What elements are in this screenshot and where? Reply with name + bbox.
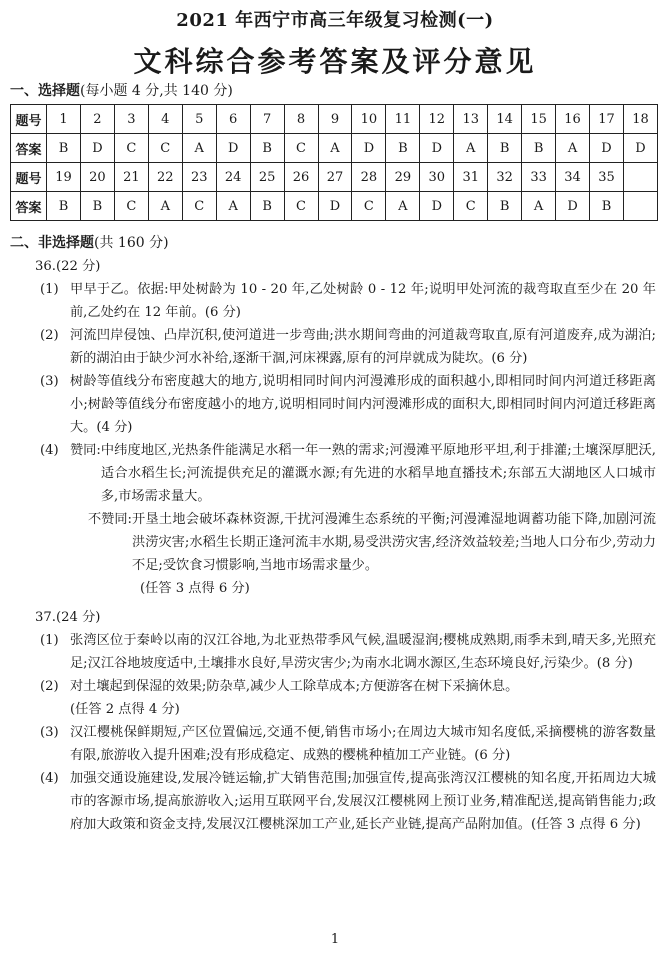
answer-cell: C xyxy=(148,134,182,163)
answer-cell: C xyxy=(182,192,216,221)
answer-cell: D xyxy=(352,134,386,163)
answer-cell: D xyxy=(80,134,114,163)
question-number-cell xyxy=(623,163,657,192)
answer-cell: B xyxy=(47,192,81,221)
section-choice-note: (每小题 4 分,共 140 分) xyxy=(80,83,233,99)
question-number-cell: 16 xyxy=(556,105,590,134)
answer-cell: B xyxy=(80,192,114,221)
answer-cell: C xyxy=(284,192,318,221)
q36-item-4: (4) 赞同: 中纬度地区,光热条件能满足水稻一年一熟的需求;河漫滩平原地形平坦,利于排灌;土壤深厚肥沃,适合水稻生长;河流提供充足的灌溉水源;有先进的水稻旱地直播技术;东部五大湖地区人口城市多,市场需求量大。 xyxy=(40,439,656,508)
question-number-cell: 32 xyxy=(488,163,522,192)
question-number-cell: 13 xyxy=(454,105,488,134)
answer-cell: B xyxy=(488,192,522,221)
section-choice-heading xyxy=(10,80,233,100)
table-row-answers-1 xyxy=(11,134,658,163)
answer-cell: D xyxy=(556,192,590,221)
question-number-cell: 23 xyxy=(182,163,216,192)
answer-content xyxy=(0,255,670,836)
answer-cell: B xyxy=(488,134,522,163)
question-number-cell: 5 xyxy=(182,105,216,134)
answer-cell: B xyxy=(47,134,81,163)
question-number-cell: 2 xyxy=(80,105,114,134)
answer-cell: C xyxy=(114,134,148,163)
q36-disagree: 不赞同: 开垦土地会破坏森林资源,干扰河漫滩生态系统的平衡;河漫滩湿地调蓄功能下降,加剧河流洪涝灾害;水稻生长期正逢河流丰水期,易受洪涝灾害,经济效益较差;当地人口分布少,劳动力不足;受饮食习惯影响,当地市场需求量少。 xyxy=(88,512,656,573)
question-number-cell: 17 xyxy=(590,105,624,134)
question-number-cell: 35 xyxy=(590,163,624,192)
answer-cell: D xyxy=(420,134,454,163)
question-number-cell: 34 xyxy=(556,163,590,192)
answer-cell: B xyxy=(250,134,284,163)
exam-title: 2021 年西宁市高三年级复习检测(一) xyxy=(176,10,494,31)
answer-cell xyxy=(623,192,657,221)
question-number-cell: 9 xyxy=(318,105,352,134)
q36-item-3: (3) 树龄等值线分布密度越大的地方,说明相同时间内河漫滩形成的面积越小,即相同时间内河道迁移距离小;树龄等值线分布密度越小的地方,说明相同时间内河漫滩形成的面积大,即相同时间内河道迁移距离大。(4 分) xyxy=(40,374,656,435)
q37-item-3: (3) 汉江樱桃保鲜期短,产区位置偏远,交通不便,销售市场小;在周边大城市知名度低,采摘樱桃的游客数量有限,旅游收入提升困难;没有形成稳定、成熟的樱桃种植加工产业链。(6 分) xyxy=(40,725,656,763)
answer-table xyxy=(10,104,658,221)
answer-cell: B xyxy=(250,192,284,221)
answer-cell: A xyxy=(148,192,182,221)
question-number-cell: 29 xyxy=(386,163,420,192)
question-number-cell: 33 xyxy=(522,163,556,192)
question-number-cell: 12 xyxy=(420,105,454,134)
q37-item-2: (2) 对土壤起到保湿的效果;防杂草,减少人工除草成本;方便游客在树下采摘休息。 xyxy=(40,679,519,694)
answer-cell: B xyxy=(386,134,420,163)
table-row-numbers-1 xyxy=(11,105,658,134)
section-nonchoice-title: 二、非选择题 xyxy=(10,235,94,251)
q36-item-2: (2) 河流凹岸侵蚀、凸岸沉积,使河道进一步弯曲;洪水期间弯曲的河道裁弯取直,原有河道废弃,成为湖泊;新的湖泊由于缺少河水补给,逐渐干涸,河床裸露,原有的河岸就成为陡坎。(6 分) xyxy=(40,328,656,366)
answer-cell: A xyxy=(522,192,556,221)
answer-cell: C xyxy=(284,134,318,163)
question-number-cell: 15 xyxy=(522,105,556,134)
answer-cell: D xyxy=(420,192,454,221)
answer-cell: A xyxy=(182,134,216,163)
table-row-answers-2 xyxy=(11,192,658,221)
question-number-cell: 8 xyxy=(284,105,318,134)
question-number-cell: 24 xyxy=(216,163,250,192)
row-label-answer: 答案 xyxy=(11,192,47,221)
question-number-cell: 18 xyxy=(623,105,657,134)
question-number-cell: 14 xyxy=(488,105,522,134)
q36-agree: 赞同: 中纬度地区,光热条件能满足水稻一年一熟的需求;河漫滩平原地形平坦,利于排灌;土壤深厚肥沃,适合水稻生长;河流提供充足的灌溉水源;有先进的水稻旱地直播技术;东部五大湖地区人口城市多,市场需求量大。 xyxy=(70,443,656,504)
row-label-number: 题号 xyxy=(11,105,47,134)
question-number-cell: 26 xyxy=(284,163,318,192)
question-number-cell: 19 xyxy=(47,163,81,192)
section-nonchoice-heading xyxy=(10,232,169,252)
section-nonchoice-note: (共 160 分) xyxy=(94,235,169,251)
question-number-cell: 27 xyxy=(318,163,352,192)
answer-cell: C xyxy=(352,192,386,221)
page-number: 1 xyxy=(330,932,340,947)
question-number-cell: 4 xyxy=(148,105,182,134)
answer-cell: A xyxy=(454,134,488,163)
answer-cell: D xyxy=(318,192,352,221)
answer-cell: A xyxy=(386,192,420,221)
question-36-heading: 36.(22 分) xyxy=(35,259,101,274)
question-number-cell: 22 xyxy=(148,163,182,192)
question-number-cell: 10 xyxy=(352,105,386,134)
q36-score-note: (任答 3 点得 6 分) xyxy=(140,581,250,596)
answer-cell: C xyxy=(114,192,148,221)
question-number-cell: 28 xyxy=(352,163,386,192)
question-number-cell: 31 xyxy=(454,163,488,192)
q37-item-1: (1) 张湾区位于秦岭以南的汉江谷地,为北亚热带季风气候,温暖湿润;樱桃成熟期,雨季未到,晴天多,光照充足;汉江谷地坡度适中,土壤排水良好,旱涝灾害少;为南水北调水源区,生态环境良好,污染少。(8 分) xyxy=(40,633,656,671)
row-label-number: 题号 xyxy=(11,163,47,192)
answer-cell: C xyxy=(454,192,488,221)
question-number-cell: 30 xyxy=(420,163,454,192)
question-37-heading: 37.(24 分) xyxy=(35,610,101,625)
q37-item2-score: (任答 2 点得 4 分) xyxy=(70,702,180,717)
question-number-cell: 3 xyxy=(114,105,148,134)
q36-item-1: (1) 甲早于乙。依据:甲处树龄为 10 - 20 年,乙处树龄 0 - 12 年;说明甲处河流的裁弯取直至少在 20 年前,乙处约在 12 年前。(6 分) xyxy=(40,282,656,320)
table-row-numbers-2 xyxy=(11,163,658,192)
answer-cell: D xyxy=(590,134,624,163)
question-number-cell: 11 xyxy=(386,105,420,134)
section-choice-title: 一、选择题 xyxy=(10,83,80,99)
answer-cell: A xyxy=(556,134,590,163)
question-number-cell: 7 xyxy=(250,105,284,134)
document-subtitle: 文科综合参考答案及评分意见 xyxy=(133,45,537,78)
answer-cell: A xyxy=(318,134,352,163)
answer-cell: A xyxy=(216,192,250,221)
question-number-cell: 20 xyxy=(80,163,114,192)
row-label-answer: 答案 xyxy=(11,134,47,163)
q37-item-4: (4) 加强交通设施建设,发展冷链运输,扩大销售范围;加强宣传,提高张湾汉江樱桃的知名度,开拓周边大城市的客源市场,提高旅游收入;运用互联网平台,发展汉江樱桃网上预订业务,精准配送,提高销售能力;政府加大政策和资金支持,发展汉江樱桃深加工产业,延长产业链,提高产品附加值。(任答 3 点得 6 分) xyxy=(40,771,656,832)
answer-cell: B xyxy=(522,134,556,163)
answer-cell: D xyxy=(216,134,250,163)
question-number-cell: 25 xyxy=(250,163,284,192)
question-number-cell: 1 xyxy=(47,105,81,134)
question-number-cell: 6 xyxy=(216,105,250,134)
answer-cell: B xyxy=(590,192,624,221)
answer-cell: D xyxy=(623,134,657,163)
question-number-cell: 21 xyxy=(114,163,148,192)
